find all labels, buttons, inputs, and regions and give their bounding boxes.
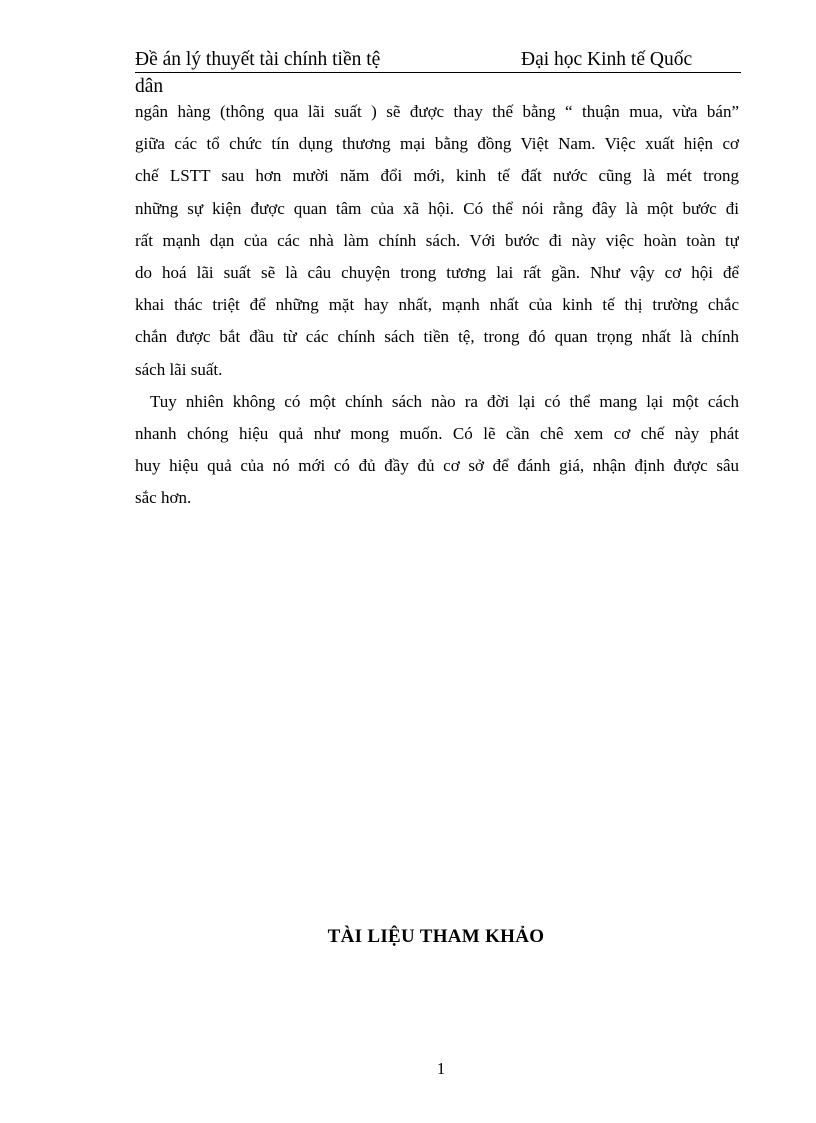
section-heading: TÀI LIỆU THAM KHẢO [327,926,545,947]
text-line: do hoá lãi suất sẽ là câu chuyện trong tương lai rất gần. Như vậy cơ hội để [135,262,739,282]
body-text [135,96,739,514]
text-line: rất mạnh dạn của các nhà làm chính sách. Với bước đi này việc hoàn toàn tự [135,230,739,250]
page-header [135,48,741,96]
page-number: 1 [436,1059,446,1078]
text-line: sắc hơn. [135,488,192,508]
text-line: sách lãi suất. [135,359,223,379]
text-line: những sự kiện được quan tâm của xã hội. Có thể nói rằng đây là một bước đi [135,198,739,218]
header-underline [135,48,741,73]
text-line: nhanh chóng hiệu quả như mong muốn. Có lẽ cần chê xem cơ chế này phát [135,423,739,443]
text-line: huy hiệu quả của nó mới có đủ đầy đủ cơ sở để đánh giá, nhận định được sâu [135,456,739,476]
text-line: chế LSTT sau hơn mười năm đổi mới, kinh tế đất nước cũng là mét trong [135,166,739,186]
header-title-right: Đại học Kinh tế Quốc [521,49,693,70]
paragraph-2 [135,386,739,515]
text-line: giữa các tổ chức tín dụng thương mại bằng đồng Việt Nam. Việc xuất hiện cơ [135,134,739,154]
text-line: khai thác triệt để những mặt hay nhất, mạnh nhất của kinh tế thị trường chắc [135,295,739,315]
text-line: Tuy nhiên không có một chính sách nào ra đời lại có thể mang lại một cách [150,391,739,411]
header-title-left: Đề án lý thuyết tài chính tiền tệ [135,49,381,70]
header-title-continuation: dân [135,76,164,97]
text-line: chắn được bắt đầu từ các chính sách tiền tệ, trong đó quan trọng nhất là chính [135,327,739,347]
text-line: ngân hàng (thông qua lãi suất ) sẽ được thay thế bằng “ thuận mua, vừa bán” [135,102,739,121]
paragraph-1 [135,96,739,386]
